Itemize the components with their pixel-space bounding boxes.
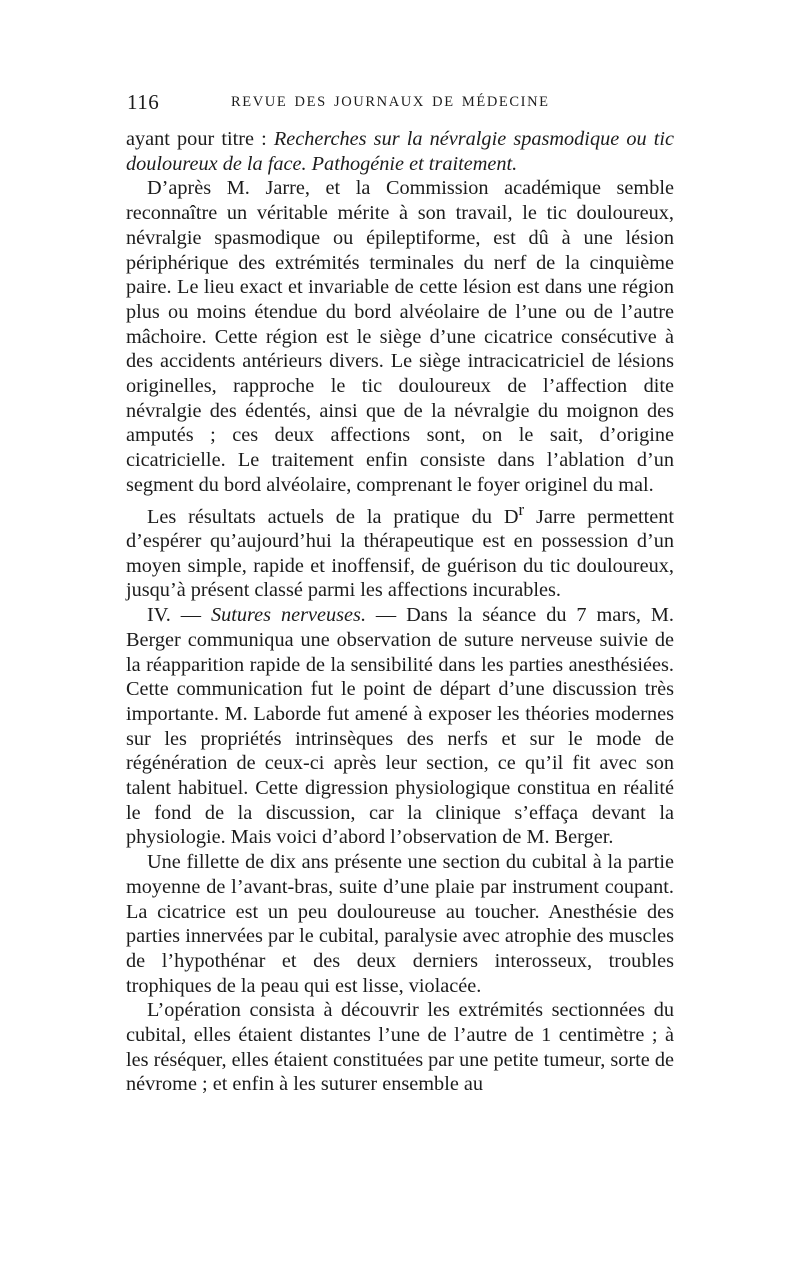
paragraph-operation: L’opération consista à découvrir les extrémités sectionnées du cubital, elles étaient distantes l’une de l’autre de 1 centimètre ; à les réséquer, elles étaient constituées par une petite tumeur, sorte de névrome ; et enfin à les suturer ensemble au bbox=[126, 999, 675, 1096]
paragraph-lead-text: ayant pour titre : bbox=[126, 128, 274, 150]
paragraph-case-description: Une fillette de dix ans présente une section du cubital à la partie moyenne de l’avant-bras, suite d’une plaie par instrument coupant. La cicatrice est un peu douloureuse au toucher. Anesthésie des parties innervées par le cubital, paralysie avec atrophie des muscles de l’hypothénar et des deux derniers interosseux, troubles trophiques de la peau qui est lisse, violacée. bbox=[126, 851, 674, 997]
paragraph-jarre-findings: D’après M. Jarre, et la Commission académique semble reconnaître un véritable mérite à son travail, le tic douloureux, névralgie spasmodique ou épileptiforme, est dû à une lésion périphérique des extrémités terminales du nerf de la cinquième paire. Le lieu exact et invariable de cette lésion est dans une région plus ou moins étendue du bord alvéolaire de l’une ou de l’autre mâchoire. Cette région est le siège d’une cicatrice consécutive à des accidents antérieurs divers. Le siège intracicatriciel de lésions originelles, rapproche le tic douloureux de l’affection dite névralgie des édentés, ainsi que de la névralgie du moignon des amputés ; ces deux affections sont, on le sait, d’origine cicatricielle. Le traitement enfin consiste dans l’ablation d’un segment du bord alvéolaire, comprenant le foyer originel du mal. bbox=[126, 177, 674, 496]
body-text bbox=[126, 127, 674, 1097]
page-number: 116 bbox=[127, 90, 160, 114]
paragraph-trailing-text: Jarre permettent d’espérer qu’aujourd’hui la thérapeutique est en possession d’un moyen simple, rapide et inoffensif, de guérison du tic douloureux, jusqu’à présent classé parmi les affections incurables. bbox=[126, 505, 675, 602]
running-head bbox=[127, 90, 687, 116]
paragraph-lead-text: Les résultats actuels de la pratique du D bbox=[147, 505, 519, 528]
section-number: IV. — bbox=[147, 604, 211, 627]
paragraph-section-iv bbox=[126, 603, 674, 850]
section-title-italic: Sutures nerveuses. bbox=[210, 604, 367, 627]
doctor-abbreviation-superscript: r bbox=[518, 499, 525, 519]
running-title: REVUE DES JOURNAUX DE MÉDECINE bbox=[231, 94, 550, 110]
paragraph-results bbox=[126, 498, 674, 604]
article-title-italic: Recherches sur la névralgie spasmodique ou tic douloureux de la face. Pathogénie et traitement. bbox=[126, 128, 675, 175]
paragraph-title-continuation bbox=[126, 127, 674, 176]
paragraph-trailing-text: — Dans la séance du 7 mars, M. Berger communiqua une observation de suture nerveuse suivie de la réapparition rapide de la sensibilité dans les parties anesthésiées. Cette communication fut le point de départ d’une discussion très importante. M. Laborde fut amené à exposer les théories modernes sur les propriétés intrinsèques des nerfs et sur le mode de régénération de ceux-ci après leur section, ce qu’il fit avec son talent habituel. Cette digression physiologique constitua en réalité le fond de la discussion, car la clinique s’effaça devant la physiologie. Mais voici d’abord l’observation de M. Berger. bbox=[126, 604, 674, 849]
